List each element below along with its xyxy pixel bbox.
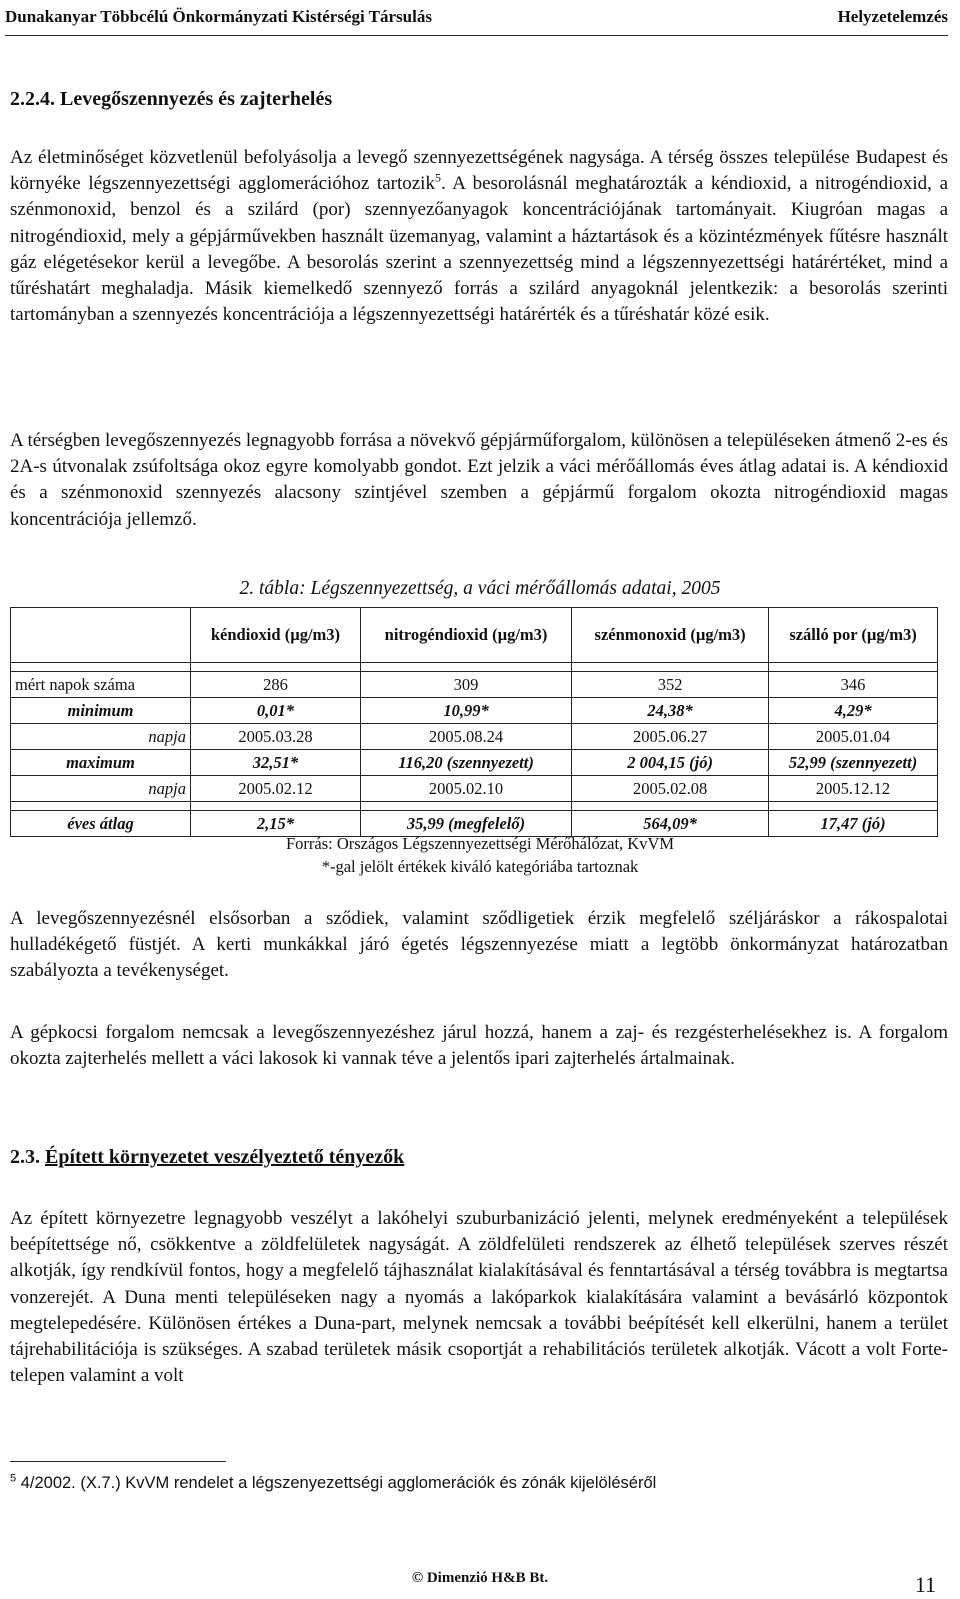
- table-spacer-row: [11, 802, 938, 811]
- section-number: 2.3.: [10, 1146, 40, 1168]
- table-row-maximum-date: [11, 776, 938, 802]
- row-label: napja: [11, 724, 191, 750]
- table-cell: 0,01*: [191, 698, 361, 724]
- table-cell: 286: [191, 672, 361, 698]
- table-cell: 32,51*: [191, 750, 361, 776]
- page-number: 11: [914, 1572, 936, 1597]
- table-cell: 2,15*: [191, 811, 361, 837]
- table-row-maximum: [11, 750, 938, 776]
- table-cell: 2005.06.27: [572, 724, 769, 750]
- paragraph-traffic-pollution: A térségben levegőszennyezés legnagyobb forrása a növekvő gépjárműforgalom, különösen a településeken átmenő 2-es és 2A-s útvonalak zsúfoltsága okoz egyre komolyabb gondot. Ezt jelzik a váci mérőállomás éves átlag adatai is. A kéndioxid és a szénmonoxid szennyezés alacsony szintjével szemben a gépjármű forgalom okozta nitrogéndioxid magas koncentrációja jellemző.: [10, 430, 948, 530]
- row-label: mért napok száma: [11, 672, 191, 698]
- footnote-separator: [10, 1461, 226, 1462]
- table-cell: 346: [769, 672, 938, 698]
- table-cell: 4,29*: [769, 698, 938, 724]
- table-cell: 2005.02.12: [191, 776, 361, 802]
- paragraph-air-quality-part1: Az életminőséget közvetlenül befolyásolja a levegő szennyezettségének nagysága. A térség összes települése Budapest és környéke légszennyezettségi agglomerációhoz tartozik: [10, 147, 948, 195]
- row-label: napja: [11, 776, 191, 802]
- table-cell: 2005.12.12: [769, 776, 938, 802]
- table-cell: 2005.08.24: [360, 724, 571, 750]
- row-label: minimum: [11, 698, 191, 724]
- table-row-minimum: [11, 698, 938, 724]
- table-caption: 2. tábla: Légszennyezettség, a váci mérőállomás adatai, 2005: [239, 578, 721, 599]
- table-row-annual-average: [11, 811, 938, 837]
- table-cell: 10,99*: [360, 698, 571, 724]
- header-document-type: Helyzetelemzés: [837, 7, 948, 26]
- table-cell: 2005.01.04: [769, 724, 938, 750]
- table-cell: 2005.02.08: [572, 776, 769, 802]
- table-cell: 564,09*: [572, 811, 769, 837]
- section-heading-2-3: [10, 1146, 404, 1169]
- footnote-mark: 5: [10, 1472, 17, 1485]
- paragraph-built-environment: Az épített környezetre legnagyobb veszélyt a lakóhelyi szuburbanizáció jelenti, melynek eredményeként a települések beépítettsége nő, csökkentve a zöldfelületek nagyságát. A zöldfelületi rendszerek az élhető települések szerves részét alkotják, így rendkívül fontos, hogy a megfelelő tájhasználat kialakításával és fenntartásával a térség továbbra is megtartsa vonzerejét. A Duna menti településeken nagy a nyomás a lakóparkok kialakítására valamint a bevásárló központok megtelepedésére. Különösen értékes a Duna-part, melynek nemcsak a további beépítését kell elkerülni, hanem a terület tájrehabilitációja is szükséges. A szabad területek másik csoportját a rehabilitációs területek alkotják. Vácott a volt Forte-telepen valamint a volt: [10, 1208, 948, 1387]
- footnote-text: 4/2002. (X.7.) KvVM rendelet a légszenyezettségi agglomerációk és zónák kijelöléséről: [20, 1474, 657, 1492]
- table-source: Forrás: Országos Légszennyezettségi Mérőhálózat, KvVM: [285, 834, 675, 853]
- paragraph-noise-load: A gépkocsi forgalom nemcsak a levegőszennyezéshez járul hozzá, hanem a zaj- és rezgésterhelésekhez is. A forgalom okozta zajterhelés mellett a váci lakosok ki vannak téve a jelentős ipari zajterhelés ártalmainak.: [10, 1022, 948, 1070]
- table-cell: 2 004,15 (jó): [572, 750, 769, 776]
- paragraph-incinerator-smoke: A levegőszennyezésnél elsősorban a sződiek, valamint sződligetiek érzik megfelelő széljáráskor a rákospalotai hulladékégető füstjét. A kerti munkákkal járó égetés légszennyezése miatt a legtöbb önkormányzat határozatban szabályozta a tevékenységet.: [10, 908, 948, 982]
- table-cell: 24,38*: [572, 698, 769, 724]
- table-header-sulfur-dioxide: kéndioxid (µg/m3): [191, 608, 361, 663]
- table-row-measured-days: [11, 672, 938, 698]
- table-cell: 52,99 (szennyezett): [769, 750, 938, 776]
- header-organization: Dunakanyar Többcélú Önkormányzati Kistérségi Társulás: [5, 7, 432, 26]
- footnote-reference: 5: [434, 170, 441, 185]
- page-header: [5, 5, 948, 36]
- row-label: maximum: [11, 750, 191, 776]
- table-cell: 116,20 (szennyezett): [360, 750, 571, 776]
- air-quality-table: [10, 607, 938, 837]
- paragraph-air-quality-part2: . A besorolásnál meghatározták a kéndioxid, a nitrogéndioxid, a szénmonoxid, benzol és a szilárd (por) szennyezőanyagok koncentrációjának tartományait. Kiugróan magas a nitrogéndioxid, mely a gépjárművekben használt üzemanyag, valamint a háztartások és a közintézmények fűtésre használt gáz elégetésekor kerül a levegőbe. A besorolás szerint a szennyezettség mind a légszennyezettségi határértéket, mind a tűréshatárt meghaladja. Másik kiemelkedő szennyező forrás a szilárd anyagoknál jelentkezik: a besorolás szerinti tartományban a szennyezés koncentrációja a légszennyezettségi határérték és a tűréshatár közé esik.: [10, 173, 948, 326]
- paragraph-air-quality: [10, 145, 948, 328]
- section-heading-2-2-4: 2.2.4. Levegőszennyezés és zajterhelés: [10, 88, 333, 110]
- table-cell: 2005.02.10: [360, 776, 571, 802]
- table-row-minimum-date: [11, 724, 938, 750]
- table-header-nitrogen-dioxide: nitrogéndioxid (µg/m3): [360, 608, 571, 663]
- table-spacer-row: [11, 663, 938, 672]
- footer-copyright: © Dimenzió H&B Bt.: [411, 1570, 549, 1586]
- table-header-row: [11, 608, 938, 663]
- table-cell: 35,99 (megfelelő): [360, 811, 571, 837]
- table-note: *-gal jelölt értékek kiváló kategóriába tartoznak: [321, 857, 639, 876]
- section-title: Épített környezetet veszélyeztető tényezők: [45, 1146, 405, 1168]
- footnote: [10, 1474, 656, 1493]
- table-cell: 309: [360, 672, 571, 698]
- table-header-empty: [11, 608, 191, 663]
- table-header-particulate-matter: szálló por (µg/m3): [769, 608, 938, 663]
- row-label: éves átlag: [11, 811, 191, 837]
- table-cell: 352: [572, 672, 769, 698]
- table-header-carbon-monoxide: szénmonoxid (µg/m3): [572, 608, 769, 663]
- table-cell: 17,47 (jó): [769, 811, 938, 837]
- table-cell: 2005.03.28: [191, 724, 361, 750]
